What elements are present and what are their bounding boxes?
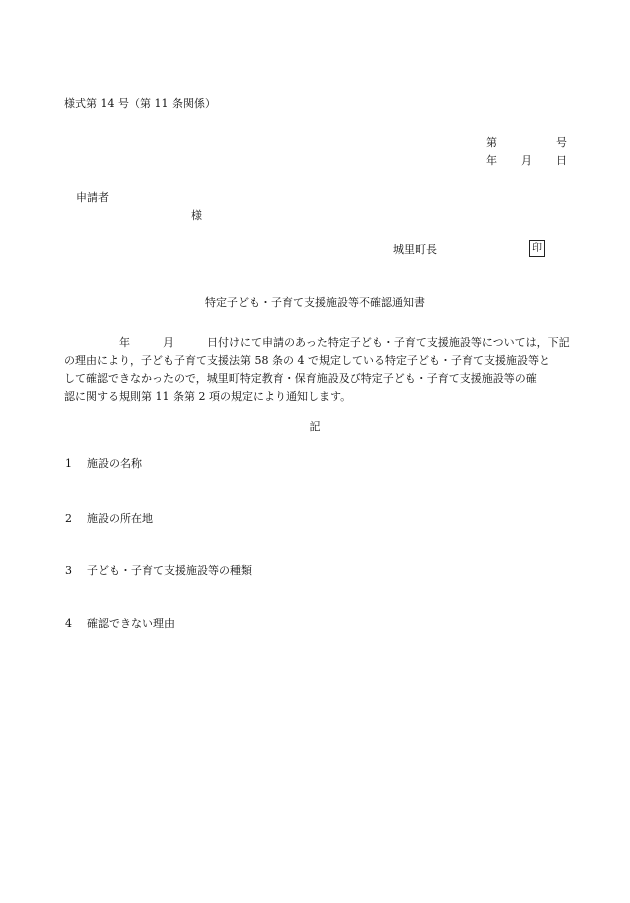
issuer-title: 城里町長: [393, 243, 437, 256]
body-line: の理由により，子ども子育て支援法第 58 条の 4 で規定している特定子ども・子育て支援施設等と: [64, 354, 550, 367]
date-month-label: 月: [521, 154, 532, 167]
seal-stamp: 印: [529, 240, 545, 257]
item-number: 2: [65, 512, 72, 525]
applicant-label: 申請者: [76, 191, 109, 204]
date-year-label: 年: [486, 154, 497, 167]
body-line: して確認できなかったので，城里町特定教育・保育施設及び特定子ども・子育て支援施設等の確: [64, 372, 537, 385]
document-title: 特定子ども・子育て支援施設等不確認通知書: [205, 296, 425, 309]
item-label-facility-name: 施設の名称: [87, 457, 142, 470]
item-number: 4: [65, 617, 72, 630]
body-paragraph: [64, 334, 570, 406]
item-number: 3: [65, 564, 72, 577]
applicant-honorific: 様: [191, 209, 202, 222]
item-label-rejection-reason: 確認できない理由: [87, 617, 175, 630]
item-label-facility-type: 子ども・子育て支援施設等の種類: [87, 564, 252, 577]
form-number: 様式第 14 号（第 11 条関係）: [64, 97, 216, 110]
body-line: 年 月 日付けにて申請のあった特定子ども・子育て支援施設等については，下記: [64, 336, 570, 349]
item-label-facility-address: 施設の所在地: [87, 512, 153, 525]
document-number-label: 第: [486, 136, 497, 149]
body-line: 認に関する規則第 11 条第 2 項の規定により通知します。: [64, 390, 352, 403]
date-day-label: 日: [556, 154, 567, 167]
item-number: 1: [65, 457, 72, 470]
ki-heading: 記: [309, 420, 321, 433]
document-number-suffix: 号: [556, 136, 567, 149]
